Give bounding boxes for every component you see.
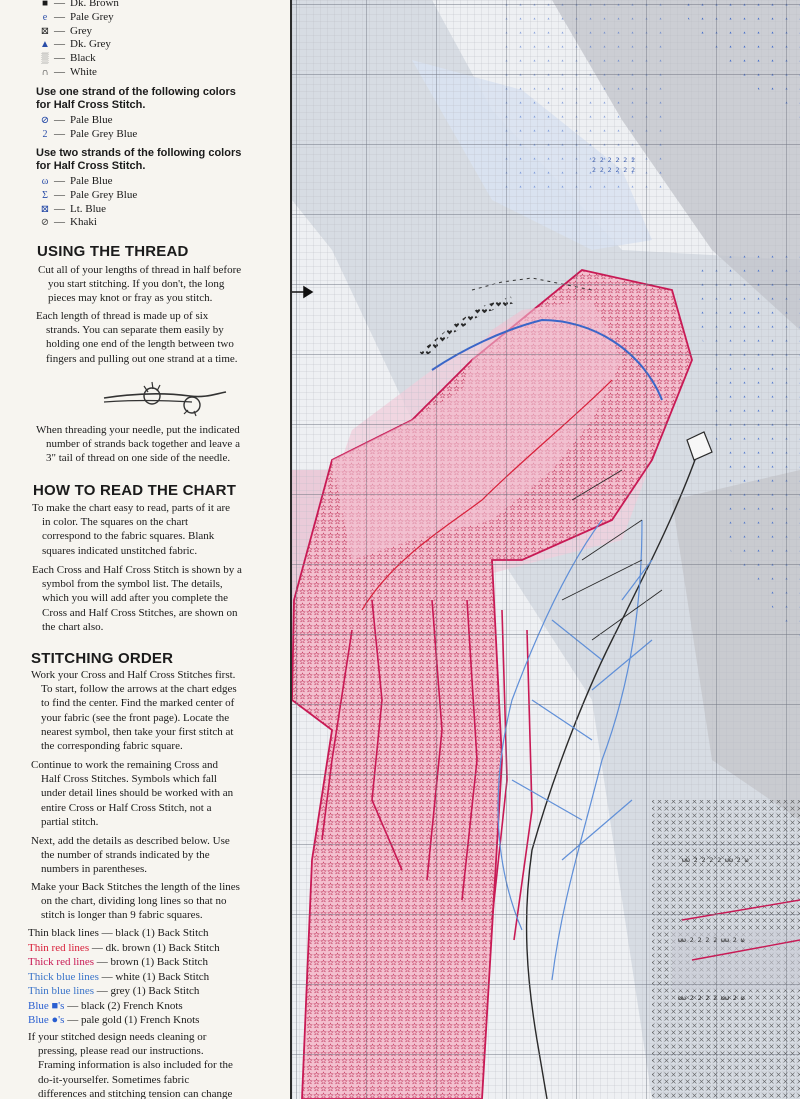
legend-dash: — [54,114,65,126]
cross-stitch-chart [292,0,800,1099]
legend-symbol: Σ [42,189,48,201]
legend-label: Pale Grey Blue [70,188,138,201]
using-thread-heading: USING THE THREAD [37,243,189,260]
stitching-order-paragraph-1: Work your Cross and Half Cross Stitches first. To start, follow the arrows at the chart edges to find the center. Find the marked center of your fabric (see the front page). Locate the nearest symbol, then take your first stitch at the corresponding fabric square. [31,669,237,753]
legend-symbol: ⊠ [40,25,50,37]
chart-symbols-w3: ωω 2 2 2 2 ωω 2 ω [678,994,745,1002]
legend-dash: — [54,65,65,78]
back-stitch-row [28,941,286,956]
half-cross-two-strand-legend [36,175,286,230]
chart-symbols-2b: 2 2 2 2 2 2 [592,166,636,174]
back-stitch-line-type: Thin blue lines [28,985,94,997]
back-stitch-row [28,1013,286,1028]
back-stitch-row [28,955,286,970]
legend-symbol: ▲ [40,39,50,51]
legend-dash: — [54,10,65,23]
legend-dash: — [54,202,65,215]
legend-row [36,189,286,203]
back-stitch-description: — pale gold (1) French Knots [64,1014,200,1026]
legend-label: Lt. Blue [70,202,107,215]
back-stitch-description: — white (1) Back Stitch [98,970,210,983]
chart-symbols-w2: ωω 2 2 2 2 ωω 2 ω [678,936,745,944]
legend-dash: — [54,216,65,229]
stitching-order-paragraph-4: Make your Back Stitches the length of the lines on the chart, dividing long lines so that no stitch is longer than 9 fabric squares. [31,881,240,922]
legend-row [36,25,286,39]
back-stitch-line-type: Thin black lines [28,927,99,939]
back-stitch-row [28,926,286,941]
stitching-order-paragraph-3: Next, add the details as described below. Use the number of strands indicated by the numbers in parentheses. [31,835,230,876]
back-stitch-row [28,970,286,985]
back-stitch-line-type: Thick blue lines [28,970,99,983]
back-stitch-line-type: Thin red lines [28,941,90,954]
back-stitch-key [28,926,286,1028]
back-stitch-row [28,984,286,999]
legend-label: Grey [70,24,92,37]
legend-symbol: ⊘ [40,217,50,229]
legend-label: Pale Blue [70,114,113,126]
legend-symbol: ⊘ [40,115,50,126]
legend-label: Dk. Grey [70,38,111,51]
legend-symbol: ∩ [41,66,49,78]
legend-dash: — [54,52,65,65]
read-chart-heading: HOW TO READ THE CHART [33,482,237,499]
legend-label: Khaki [70,216,97,229]
legend-symbol: ⊠ [40,203,50,215]
instructions-column [0,0,290,1099]
back-stitch-description: — black (1) Back Stitch [98,927,209,939]
back-stitch-line-type: Thick red lines [28,956,94,968]
back-stitch-line-type: Blue ●'s [28,1014,65,1026]
legend-label: Dk. Brown [70,0,119,9]
chart-graphic [292,0,800,1099]
back-stitch-description: — dk. brown (1) Back Stitch [89,941,220,954]
half-cross-one-strand-heading: Use one strand of the following colors for Half Cross Stitch. [36,86,236,111]
legend-dash: — [54,24,65,37]
legend-dash: — [54,0,65,9]
back-stitch-description: — grey (1) Back Stitch [94,985,200,997]
back-stitch-row [28,999,286,1014]
legend-label: Black [70,52,96,65]
legend-row [36,38,286,52]
legend-dash: — [54,175,65,187]
legend-symbol: ω [41,176,49,187]
legend-symbol: e [42,11,48,23]
legend-dash: — [54,188,65,201]
legend-symbol: 2 [42,128,48,140]
chart-symbols-2: 2 2 2 2 2 2 [592,156,636,164]
cross-stitch-legend [36,0,286,80]
read-chart-paragraph-2: Each Cross and Half Cross Stitch is shown by a symbol from the symbol list. The details, which you will add after you complete the Cross and Half Cross Stitches, are shown on the chart also. [32,564,242,633]
legend-dash: — [54,38,65,51]
legend-label: Pale Blue [70,175,113,187]
legend-row [36,0,286,11]
back-stitch-description: — brown (1) Back Stitch [93,956,208,968]
thread-strand-illustration [100,372,230,420]
legend-label: White [70,65,97,78]
using-thread-paragraph-3: When threading your needle, put the indicated number of strands back together and leave a 3" tail of thread on one side of the needle. [36,424,240,465]
legend-row [36,128,286,142]
legend-row [36,114,286,128]
half-cross-two-strand-heading: Use two strands of the following colors for Half Cross Stitch. [36,147,242,172]
closing-paragraph: If your stitched design needs cleaning or pressing, please read our instructions. Framing information is also included for the do-it-yourselfer. Sometimes fabric differences and stitching tension can change [28,1031,233,1099]
legend-label: Pale Grey [70,10,114,23]
chart-symbols-w: ωω 2 2 2 2 ωω 2 ω [682,856,749,864]
legend-row [36,11,286,25]
legend-row [36,66,286,80]
legend-label: Pale Grey Blue [70,127,138,140]
stitching-order-heading: STITCHING ORDER [31,650,174,667]
read-chart-paragraph-1: To make the chart easy to read, parts of it are in color. The squares on the chart correspond to the fabric squares. Blank squares indicated unstitched fabric. [32,502,231,557]
back-stitch-line-type: Blue ■'s [28,999,65,1012]
using-thread-paragraph-2: Each length of thread is made up of six strands. You can separate them easily by holding one end of the length between two fingers and pulling out one strand at a time. [36,310,238,365]
back-stitch-description: — black (2) French Knots [64,999,183,1012]
legend-symbol: ▒ [41,53,49,65]
using-thread-paragraph-1: Cut all of your lengths of thread in half before you start stitching. If you don't, the long pieces may knot or fray as you stitch. [38,264,242,305]
legend-row [36,216,286,230]
stitching-order-paragraph-2: Continue to work the remaining Cross and Half Cross Stitches. Symbols which fall under detail lines should be worked with an entire Cross or Half Cross Stitch, not a partial stitch. [31,759,234,828]
legend-row [36,175,286,189]
legend-dash: — [54,127,65,140]
legend-row [36,203,286,217]
legend-row [36,52,286,66]
legend-symbol: ■ [41,0,49,9]
half-cross-one-strand-legend [36,114,286,142]
